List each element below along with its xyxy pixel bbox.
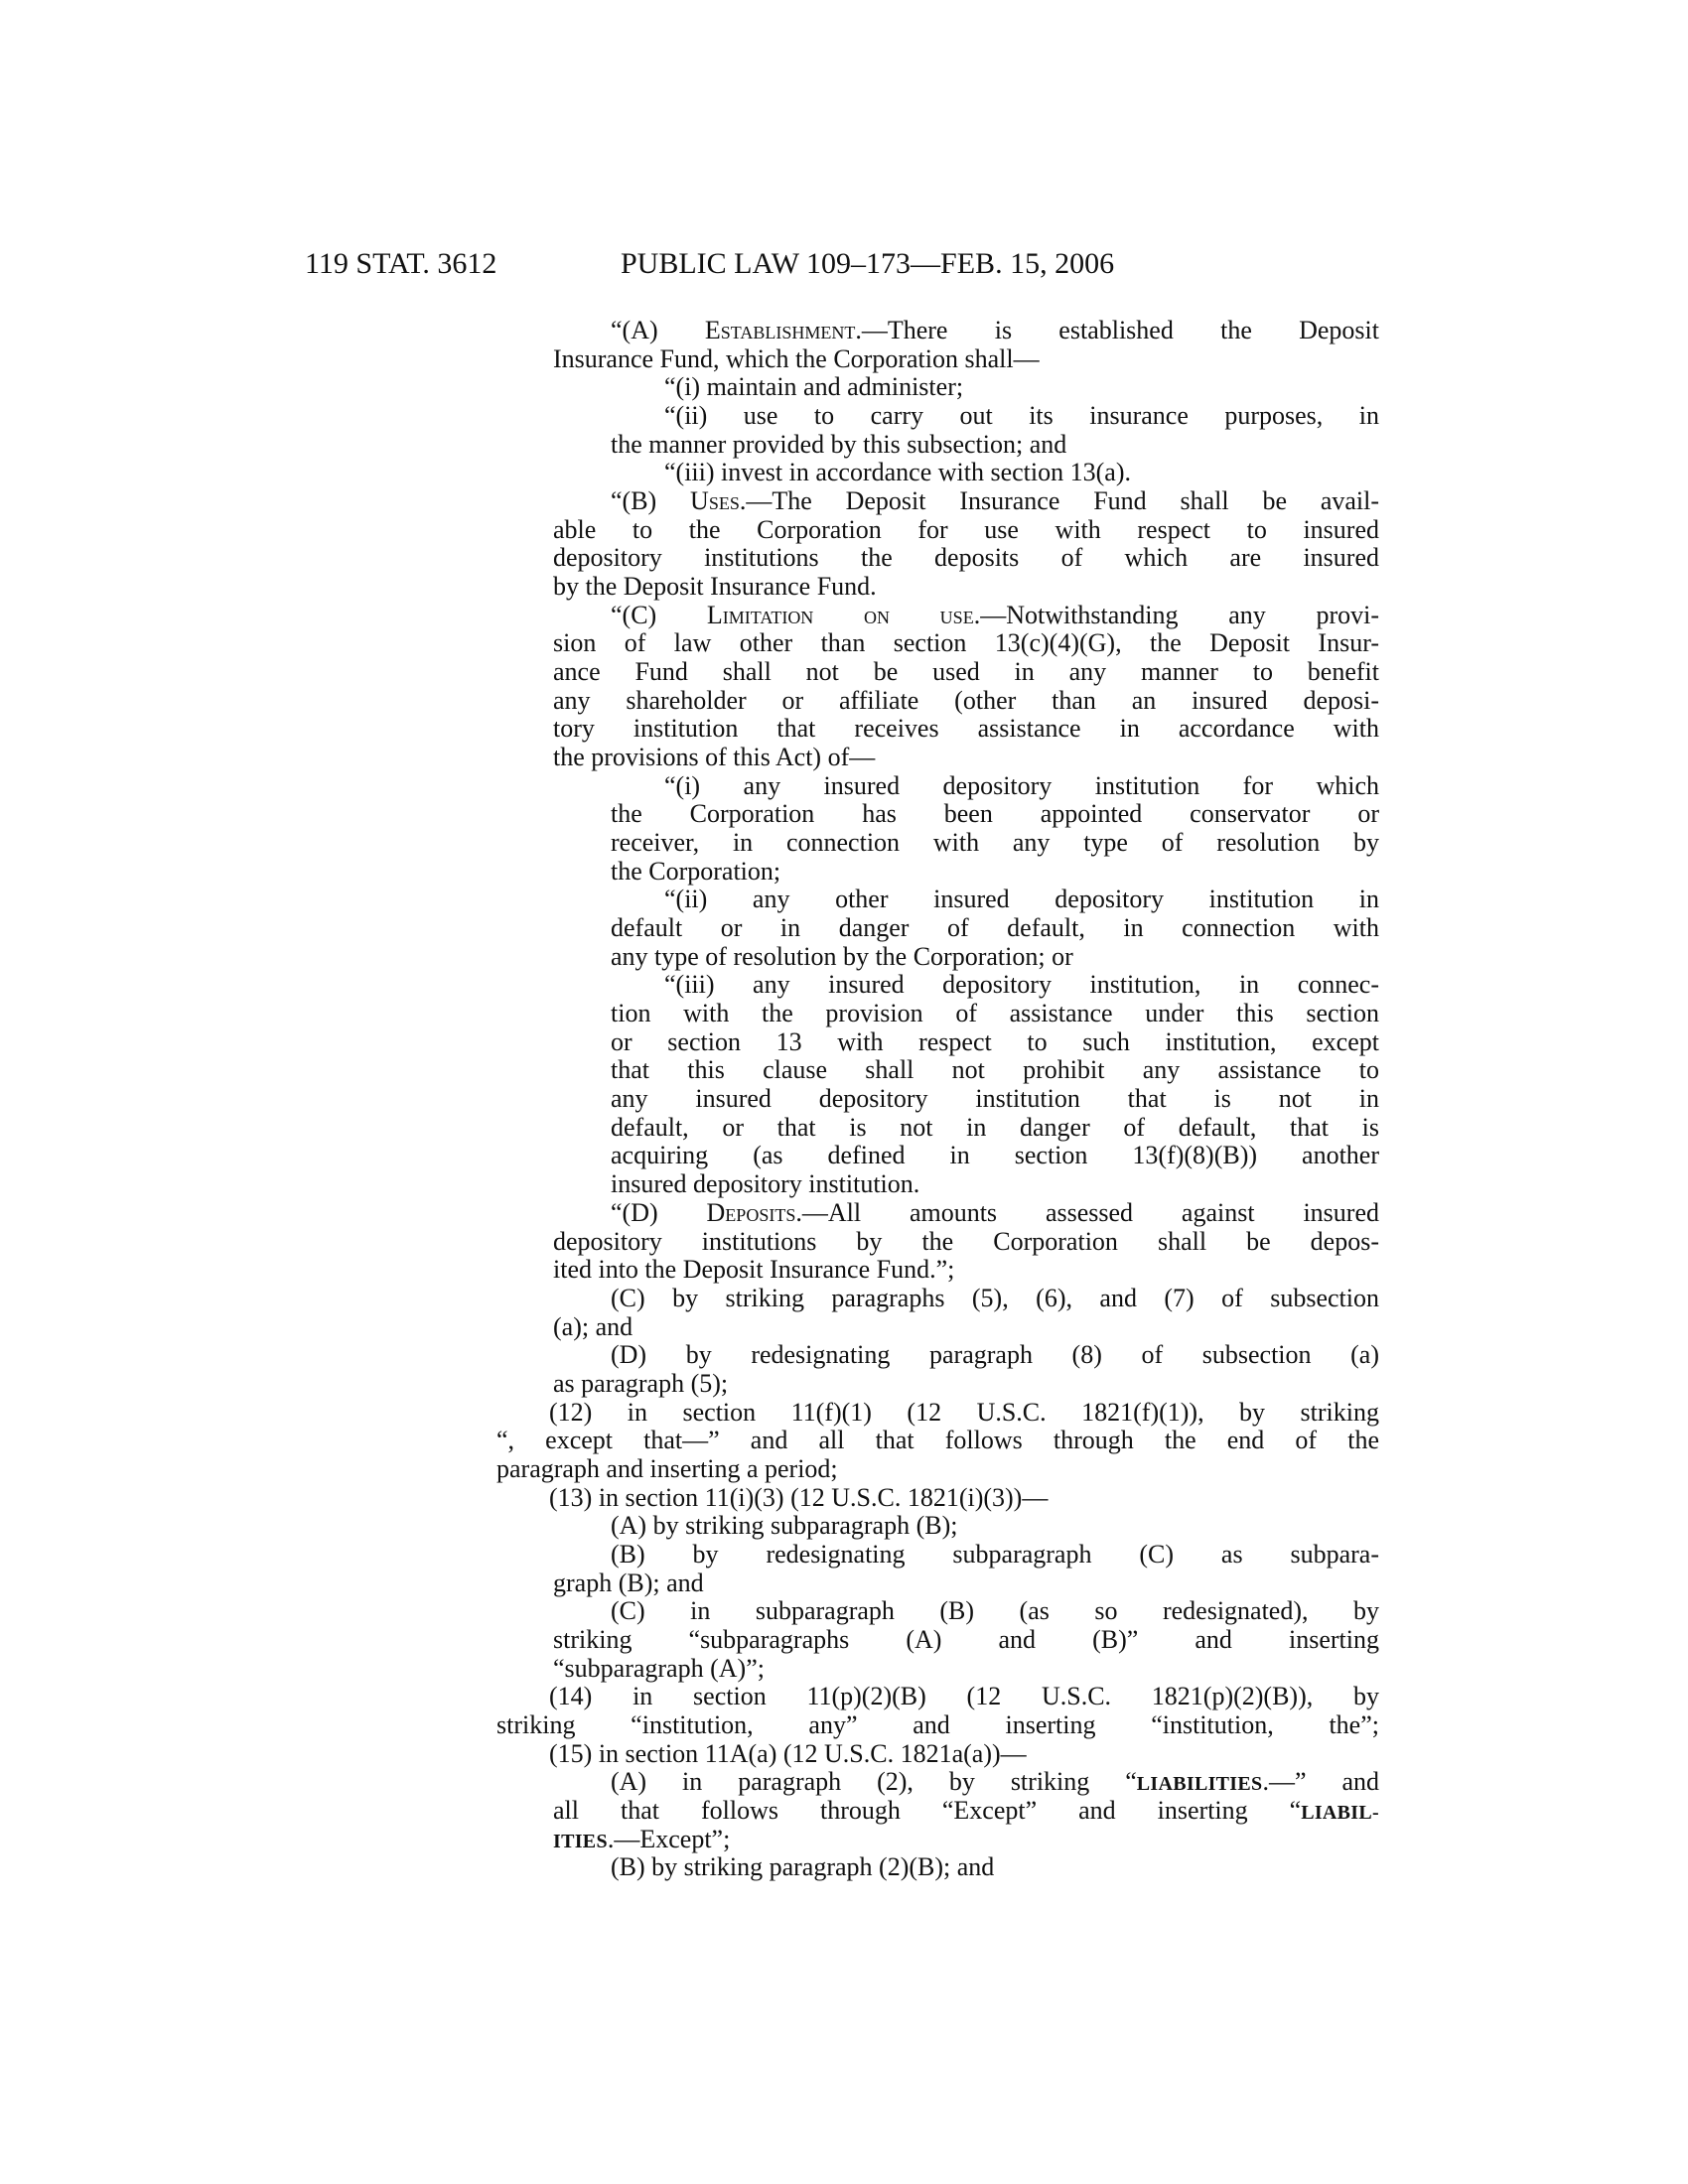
text-line: graph (B); and: [553, 1568, 704, 1597]
text-line: the manner provided by this subsection; and: [611, 429, 1067, 459]
text-line: depository institutions the deposits of which are insured: [553, 543, 1379, 573]
text-line: (a); and: [553, 1311, 633, 1341]
text-line: any shareholder or affiliate (other than an insured deposi-: [553, 685, 1379, 715]
text-line: striking “institution, any” and inserting “institution, the”;: [496, 1709, 1379, 1739]
text-line: “(C) Limitation on use.—Notwithstanding any provi-: [611, 600, 1379, 629]
text-line: default, or that is not in danger of default, that is: [611, 1112, 1379, 1142]
text-line: ited into the Deposit Insurance Fund.”;: [553, 1255, 955, 1285]
text-line: (B) by striking paragraph (2)(B); and: [611, 1852, 995, 1882]
text-line: (12) in section 11(f)(1) (12 U.S.C. 1821(f)(1)), by striking: [549, 1397, 1379, 1427]
text-line: “, except that—” and all that follows through the end of the: [496, 1426, 1379, 1455]
text-line: (14) in section 11(p)(2)(B) (12 U.S.C. 1821(p)(2)(B)), by: [549, 1682, 1379, 1711]
text-line: “(A) Establishment.—There is established the Deposit: [611, 316, 1379, 344]
text-line: (A) in paragraph (2), by striking “LIABILITIES.—” and: [611, 1767, 1379, 1797]
public-law-title: PUBLIC LAW 109–173—FEB. 15, 2006: [621, 247, 1115, 280]
text-line: insured depository institution.: [611, 1169, 920, 1199]
text-line: any type of resolution by the Corporation; or: [611, 941, 1073, 971]
text-line: “(i) any insured depository institution for which: [664, 770, 1379, 800]
text-line: the Corporation has been appointed conservator or: [611, 799, 1379, 829]
text-line: ance Fund shall not be used in any manner to benefit: [553, 657, 1379, 687]
text-line: (13) in section 11(i)(3) (12 U.S.C. 1821(i)(3))—: [549, 1482, 1049, 1512]
text-line: tion with the provision of assistance under this section: [611, 999, 1379, 1028]
text-line: that this clause shall not prohibit any assistance to: [611, 1055, 1379, 1085]
text-line: “(iii) any insured depository institution, in connec-: [664, 970, 1379, 1000]
text-line: (D) by redesignating paragraph (8) of subsection (a): [611, 1340, 1379, 1370]
text-line: or section 13 with respect to such institution, except: [611, 1026, 1379, 1056]
text-line: the Corporation;: [611, 856, 781, 886]
text-line: “(ii) any other insured depository institution in: [664, 885, 1379, 914]
page-header: [0, 244, 1688, 284]
text-line: “subparagraph (A)”;: [553, 1653, 765, 1683]
text-line: Insurance Fund, which the Corporation shall—: [553, 343, 1040, 373]
text-line: sion of law other than section 13(c)(4)(G), the Deposit Insur-: [553, 628, 1379, 658]
text-line: depository institutions by the Corporation shall be depos-: [553, 1226, 1379, 1256]
text-line: “(iii) invest in accordance with section 13(a).: [664, 458, 1131, 487]
text-line: (B) by redesignating subparagraph (C) as subpara-: [611, 1539, 1379, 1569]
text-line: able to the Corporation for use with respect to insured: [553, 514, 1379, 544]
stat-page-reference: 119 STAT. 3612: [305, 247, 497, 280]
text-line: “(ii) use to carry out its insurance purposes, in: [664, 401, 1379, 431]
text-line: (C) by striking paragraphs (5), (6), and (7) of subsection: [611, 1283, 1379, 1312]
text-line: striking “subparagraphs (A) and (B)” and inserting: [553, 1624, 1379, 1654]
text-line: “(i) maintain and administer;: [664, 372, 964, 402]
text-line: “(D) Deposits.—All amounts assessed against insured: [611, 1197, 1379, 1227]
statute-body-text: [496, 316, 1380, 1882]
text-line: as paragraph (5);: [553, 1368, 729, 1398]
text-line: receiver, in connection with any type of resolution by: [611, 828, 1379, 858]
text-line: by the Deposit Insurance Fund.: [553, 572, 877, 602]
text-line: all that follows through “Except” and inserting “LIABIL-: [553, 1795, 1379, 1825]
text-line: (15) in section 11A(a) (12 U.S.C. 1821a(a))—: [549, 1738, 1027, 1768]
text-line: ITIES.—Except”;: [553, 1824, 731, 1853]
text-line: tory institution that receives assistance in accordance with: [553, 714, 1379, 744]
text-line: (A) by striking subparagraph (B);: [611, 1511, 958, 1541]
text-line: the provisions of this Act) of—: [553, 743, 876, 772]
text-line: paragraph and inserting a period;: [496, 1453, 838, 1483]
text-line: (C) in subparagraph (B) (as so redesignated), by: [611, 1596, 1379, 1626]
text-line: default or in danger of default, in connection with: [611, 913, 1379, 943]
text-line: any insured depository institution that is not in: [611, 1084, 1379, 1114]
text-line: “(B) Uses.—The Deposit Insurance Fund shall be avail-: [611, 486, 1380, 516]
text-line: acquiring (as defined in section 13(f)(8)(B)) another: [611, 1141, 1379, 1170]
